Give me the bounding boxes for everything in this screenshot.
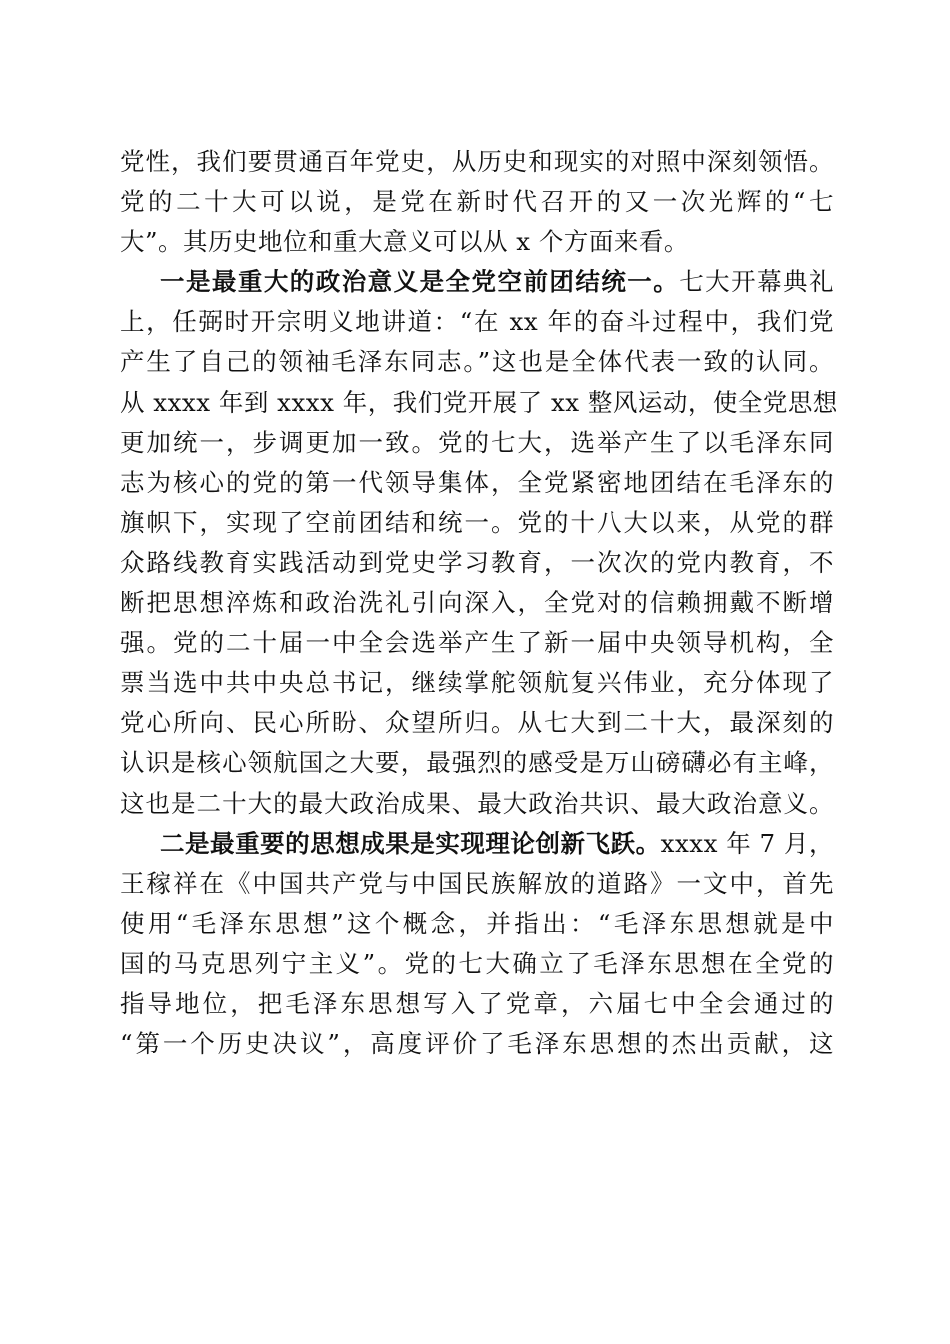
document-body [120, 142, 838, 1064]
intro-line: 党性，我们要贯通百年党史，从历史和现实的对照中深刻领悟。 [120, 147, 834, 176]
section1-first-line [120, 262, 834, 302]
section2-line: 使用“毛泽东思想”这个概念，并指出：“毛泽东思想就是中 [120, 908, 834, 938]
section1-first-line-rest: 七大开幕典礼 [679, 267, 835, 297]
intro-line: 大”。其历史地位和重大意义可以从 x 个方面来看。 [120, 227, 689, 257]
section1-line: 从 xxxx 年到 xxxx 年，我们党开展了 xx 整风运动，使全党思想 [120, 387, 838, 417]
section1-line: 党心所向、民心所盼、众望所归。从七大到二十大，最深刻的 [120, 708, 834, 738]
section1-line: 更加统一，步调更加一致。党的七大，选举产生了以毛泽东同 [120, 427, 834, 457]
section2-first-line-rest: xxxx 年 7 月， [660, 828, 834, 858]
section1-line: 认识是核心领航国之大要，最强烈的感受是万山磅礴必有主峰， [120, 748, 834, 778]
section2-heading: 二是最重要的思想成果是实现理论创新飞跃。 [160, 828, 661, 858]
section2-line: 王稼祥在《中国共产党与中国民族解放的道路》一文中，首先 [120, 868, 834, 898]
section2-line: 国的马克思列宁主义”。党的七大确立了毛泽东思想在全党的 [120, 948, 834, 978]
section1-line: 众路线教育实践活动到党史学习教育，一次次的党内教育，不 [120, 547, 834, 577]
section1-line: 产生了自己的领袖毛泽东同志。”这也是全体代表一致的认同。 [120, 347, 834, 377]
section1-line: 这也是二十大的最大政治成果、最大政治共识、最大政治意义。 [120, 788, 834, 818]
section1-line: 断把思想淬炼和政治洗礼引向深入，全党对的信赖拥戴不断增 [120, 588, 834, 618]
section1-line: 票当选中共中央总书记，继续掌舵领航复兴伟业，充分体现了 [120, 668, 834, 698]
section1-line: 上，任弼时开宗明义地讲道：“在 xx 年的奋斗过程中，我们党 [120, 307, 834, 337]
section1-line: 旗帜下，实现了空前团结和统一。党的十八大以来，从党的群 [120, 507, 834, 537]
section2-first-line [120, 824, 834, 864]
section1-heading: 一是最重大的政治意义是全党空前团结统一。 [160, 267, 680, 297]
section1-line: 强。党的二十届一中全会选举产生了新一届中央领导机构，全 [120, 628, 834, 658]
section1-line: 志为核心的党的第一代领导集体，全党紧密地团结在毛泽东的 [120, 467, 834, 497]
section2-line: 指导地位，把毛泽东思想写入了党章，六届七中全会通过的 [120, 988, 834, 1018]
intro-line: 党的二十大可以说，是党在新时代召开的又一次光辉的“七 [120, 187, 834, 217]
section2-line: “第一个历史决议”，高度评价了毛泽东思想的杰出贡献，这 [120, 1029, 834, 1059]
